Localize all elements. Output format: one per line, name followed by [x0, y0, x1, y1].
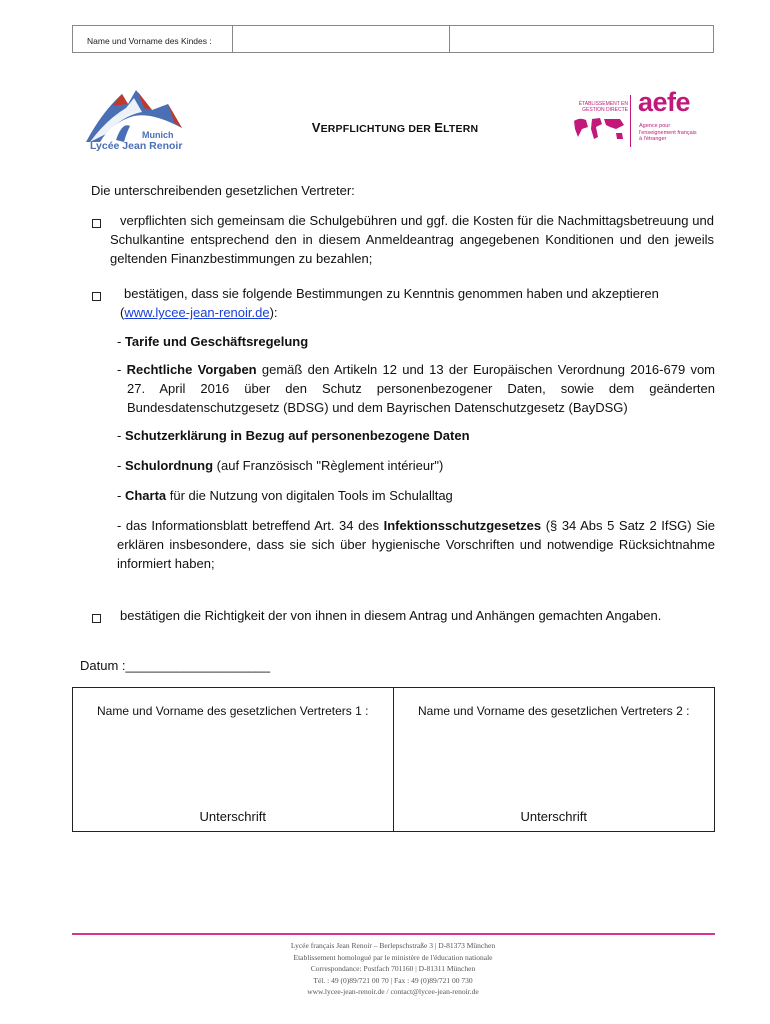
- signature-table: [72, 687, 715, 832]
- footer-web[interactable]: www.lycee-jean-renoir.de / contact@lycee-jean-renoir.de: [307, 987, 479, 996]
- network-label: ÉTABLISSEMENT EN GESTION DIRECTE: [578, 101, 628, 113]
- rule-tarife: - Tarife und Geschäftsregelung: [117, 334, 309, 349]
- checkbox-obligation[interactable]: [92, 215, 101, 233]
- footer-accreditation: Etablissement homologué par le ministère de l'éducation nationale: [293, 952, 493, 962]
- footer-address: Lycée français Jean Renoir – Berlepschstraße 3 | D-81373 München: [290, 941, 496, 950]
- school-logo: [82, 82, 192, 162]
- checkbox-accuracy[interactable]: [92, 610, 101, 628]
- aefe-tagline: Agence pour l'enseignement français à l'étranger: [639, 123, 697, 142]
- accuracy-text: bestätigen die Richtigkeit der von ihnen in diesem Antrag und Anhängen gemachten Angaben.: [120, 608, 662, 623]
- date-field[interactable]: Datum :____________________: [80, 658, 271, 673]
- child-name-field[interactable]: [233, 26, 450, 52]
- aefe-name: aefe: [638, 87, 691, 117]
- page-title: VERPFLICHTUNG DER ELTERN: [311, 120, 479, 135]
- footer-phone: Tél. : 49 (0)89/721 00 70 | Fax : 49 (0)89/721 00 730: [313, 975, 473, 985]
- checkbox-acceptance[interactable]: [92, 288, 101, 306]
- child-name-table: [72, 25, 714, 53]
- obligation-text: verpflichten sich gemeinsam die Schulgebühren und ggf. die Kosten für die Nachmittagsbetreuung und Schulkantine entsprechend den in diesem Anmeldeantrag angegebenen Konditionen und den jeweils geltenden Finanzbestimmungen zu bezahlen;: [110, 213, 714, 266]
- signature-cell-1[interactable]: [73, 688, 394, 831]
- rule-schulordnung: - Schulordnung (auf Französisch "Règlement intérieur"): [117, 458, 444, 473]
- aefe-logo: [568, 87, 708, 155]
- website-link[interactable]: www.lycee-jean-renoir.de: [124, 305, 270, 320]
- acceptance-link-line: (www.lycee-jean-renoir.de):: [120, 305, 278, 320]
- school-name: Lycée Jean Renoir: [90, 140, 183, 152]
- rule-schutz: - Schutzerklärung in Bezug auf personenbezogene Daten: [117, 428, 470, 443]
- rule-charta: - Charta für die Nutzung von digitalen Tools im Schulalltag: [117, 488, 453, 503]
- rule-infoblatt: - das Informationsblatt betreffend Art. 34 des Infektionsschutzgesetzes (§ 34 Abs 5 Satz 2 IfSG) Sie erklären insbesondere, dass sie sich über hygienische Vorschriften und notwendige Rücksichtnahme informiert haben;: [117, 518, 715, 571]
- acceptance-text: bestätigen, dass sie folgende Bestimmungen zu Kenntnis genommen haben und akzeptieren: [124, 286, 659, 301]
- signature-cell-2[interactable]: [394, 688, 715, 831]
- footer-divider: [72, 933, 715, 935]
- world-map-icon: [570, 115, 628, 145]
- child-firstname-field[interactable]: [450, 26, 713, 52]
- footer-correspondence: Correspondance: Postfach 701160 | D-81311 München: [310, 964, 476, 973]
- intro-text: Die unterschreibenden gesetzlichen Vertreter:: [91, 183, 355, 198]
- guardian-1-signature-label: Unterschrift: [199, 809, 266, 824]
- school-city: Munich: [142, 130, 174, 140]
- guardian-1-label: Name und Vorname des gesetzlichen Vertreters 1 :: [97, 704, 369, 718]
- guardian-2-label: Name und Vorname des gesetzlichen Vertreters 2 :: [418, 704, 690, 718]
- footer: [200, 940, 586, 998]
- guardian-2-signature-label: Unterschrift: [520, 809, 587, 824]
- child-name-label: Name und Vorname des Kindes :: [73, 26, 233, 52]
- rule-rechtlich: - Rechtliche Vorgaben gemäß den Artikeln 12 und 13 der Europäischen Verordnung 2016-679 vom 27. April 2016 über den Schutz personenbezogener Daten, sowie dem geänderten Bundesdatenschutzgesetz (BDSG) und dem Bayrischen Datenschutzgesetz (BayDSG): [117, 362, 715, 415]
